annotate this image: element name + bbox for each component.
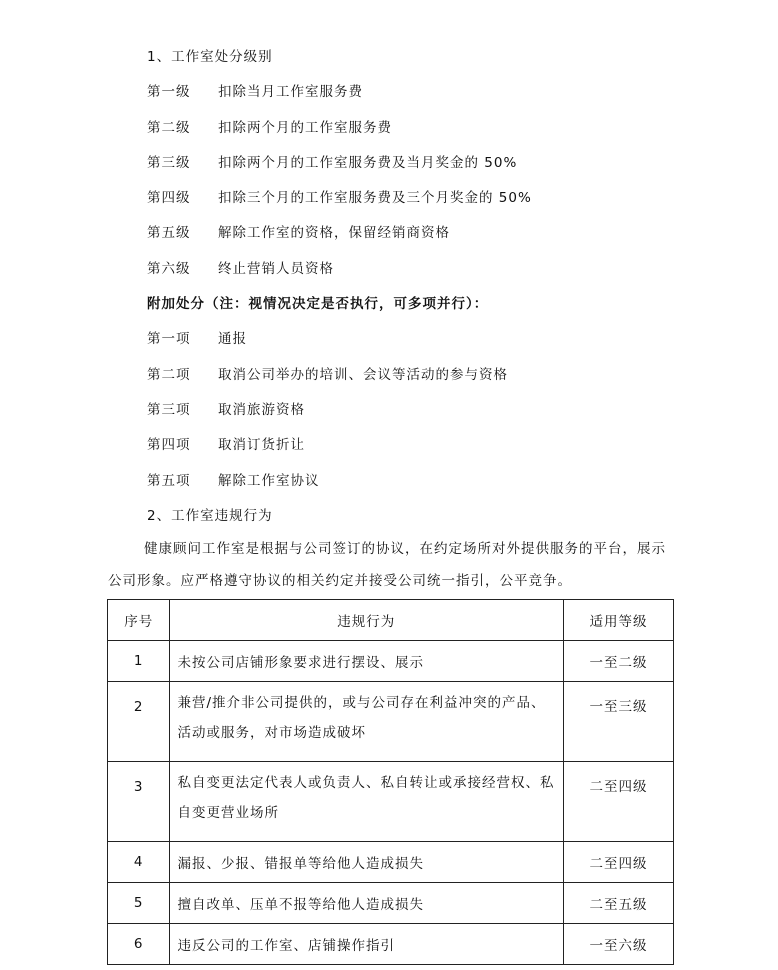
header-level: 适用等级 (564, 600, 674, 641)
level-text: 扣除三个月的工作室服务费及三个月奖金的 50% (218, 190, 532, 206)
level-text: 扣除两个月的工作室服务费及当月奖金的 50% (218, 155, 518, 171)
row-level: 二至四级 (564, 842, 674, 883)
extra-item (147, 433, 305, 453)
level-item (147, 221, 450, 241)
violations-table (107, 599, 674, 965)
table-row (108, 883, 674, 924)
row-violation: 擅自改单、压单不报等给他人造成损失 (170, 883, 564, 924)
row-number: 1 (108, 641, 170, 682)
extra-text: 取消旅游资格 (218, 402, 305, 418)
table-row (108, 641, 674, 682)
header-number: 序号 (108, 600, 170, 641)
extra-label: 第四项 (147, 437, 191, 453)
extra-item (147, 363, 508, 383)
extra-item (147, 469, 320, 489)
row-level: 二至四级 (564, 762, 674, 842)
row-number: 4 (108, 842, 170, 883)
row-violation: 兼营/推介非公司提供的，或与公司存在利益冲突的产品、活动或服务，对市场造成破坏 (170, 682, 564, 762)
level-label: 第三级 (147, 155, 191, 171)
row-level: 一至三级 (564, 682, 674, 762)
row-violation: 漏报、少报、错报单等给他人造成损失 (170, 842, 564, 883)
row-violation: 私自变更法定代表人或负责人、私自转让或承接经营权、私自变更营业场所 (170, 762, 564, 842)
level-text: 解除工作室的资格，保留经销商资格 (218, 225, 450, 241)
extra-item (147, 327, 247, 347)
extra-text: 取消订货折让 (218, 437, 305, 453)
level-item (147, 80, 363, 100)
level-item (147, 257, 334, 277)
row-level: 一至二级 (564, 641, 674, 682)
extra-label: 第一项 (147, 331, 191, 347)
extra-text: 取消公司举办的培训、会议等活动的参与资格 (218, 367, 508, 383)
extra-text: 解除工作室协议 (218, 473, 320, 489)
row-number: 3 (108, 762, 170, 842)
level-text: 扣除当月工作室服务费 (218, 84, 363, 100)
row-violation: 未按公司店铺形象要求进行摆设、展示 (170, 641, 564, 682)
level-text: 终止营销人员资格 (218, 261, 334, 277)
row-number: 6 (108, 924, 170, 965)
level-text: 扣除两个月的工作室服务费 (218, 120, 392, 136)
extra-item (147, 398, 305, 418)
level-label: 第一级 (147, 84, 191, 100)
extra-label: 第五项 (147, 473, 191, 489)
table-header-row (108, 600, 674, 641)
table-row (108, 842, 674, 883)
section-1-title: 1、工作室处分级别 (147, 49, 273, 65)
level-label: 第六级 (147, 261, 191, 277)
extra-text: 通报 (218, 331, 247, 347)
extra-label: 第二项 (147, 367, 191, 383)
extra-penalty-title: 附加处分（注：视情况决定是否执行，可多项并行）： (147, 296, 489, 312)
section-2-title: 2、工作室违规行为 (147, 508, 273, 524)
level-item (147, 151, 517, 171)
table-row (108, 682, 674, 762)
row-number: 5 (108, 883, 170, 924)
level-label: 第二级 (147, 120, 191, 136)
header-violation: 违规行为 (170, 600, 564, 641)
level-label: 第五级 (147, 225, 191, 241)
level-item (147, 116, 392, 136)
row-level: 一至六级 (564, 924, 674, 965)
level-label: 第四级 (147, 190, 191, 206)
level-item (147, 186, 532, 206)
table-row (108, 762, 674, 842)
row-level: 二至五级 (564, 883, 674, 924)
extra-label: 第三项 (147, 402, 191, 418)
section-2-paragraph: 健康顾问工作室是根据与公司签订的协议，在约定场所对外提供服务的平台，展示公司形象。应严格遵守协议的相关约定并接受公司统一指引，公平竞争。 (108, 541, 666, 589)
row-violation: 违反公司的工作室、店铺操作指引 (170, 924, 564, 965)
row-number: 2 (108, 682, 170, 762)
table-row (108, 924, 674, 965)
